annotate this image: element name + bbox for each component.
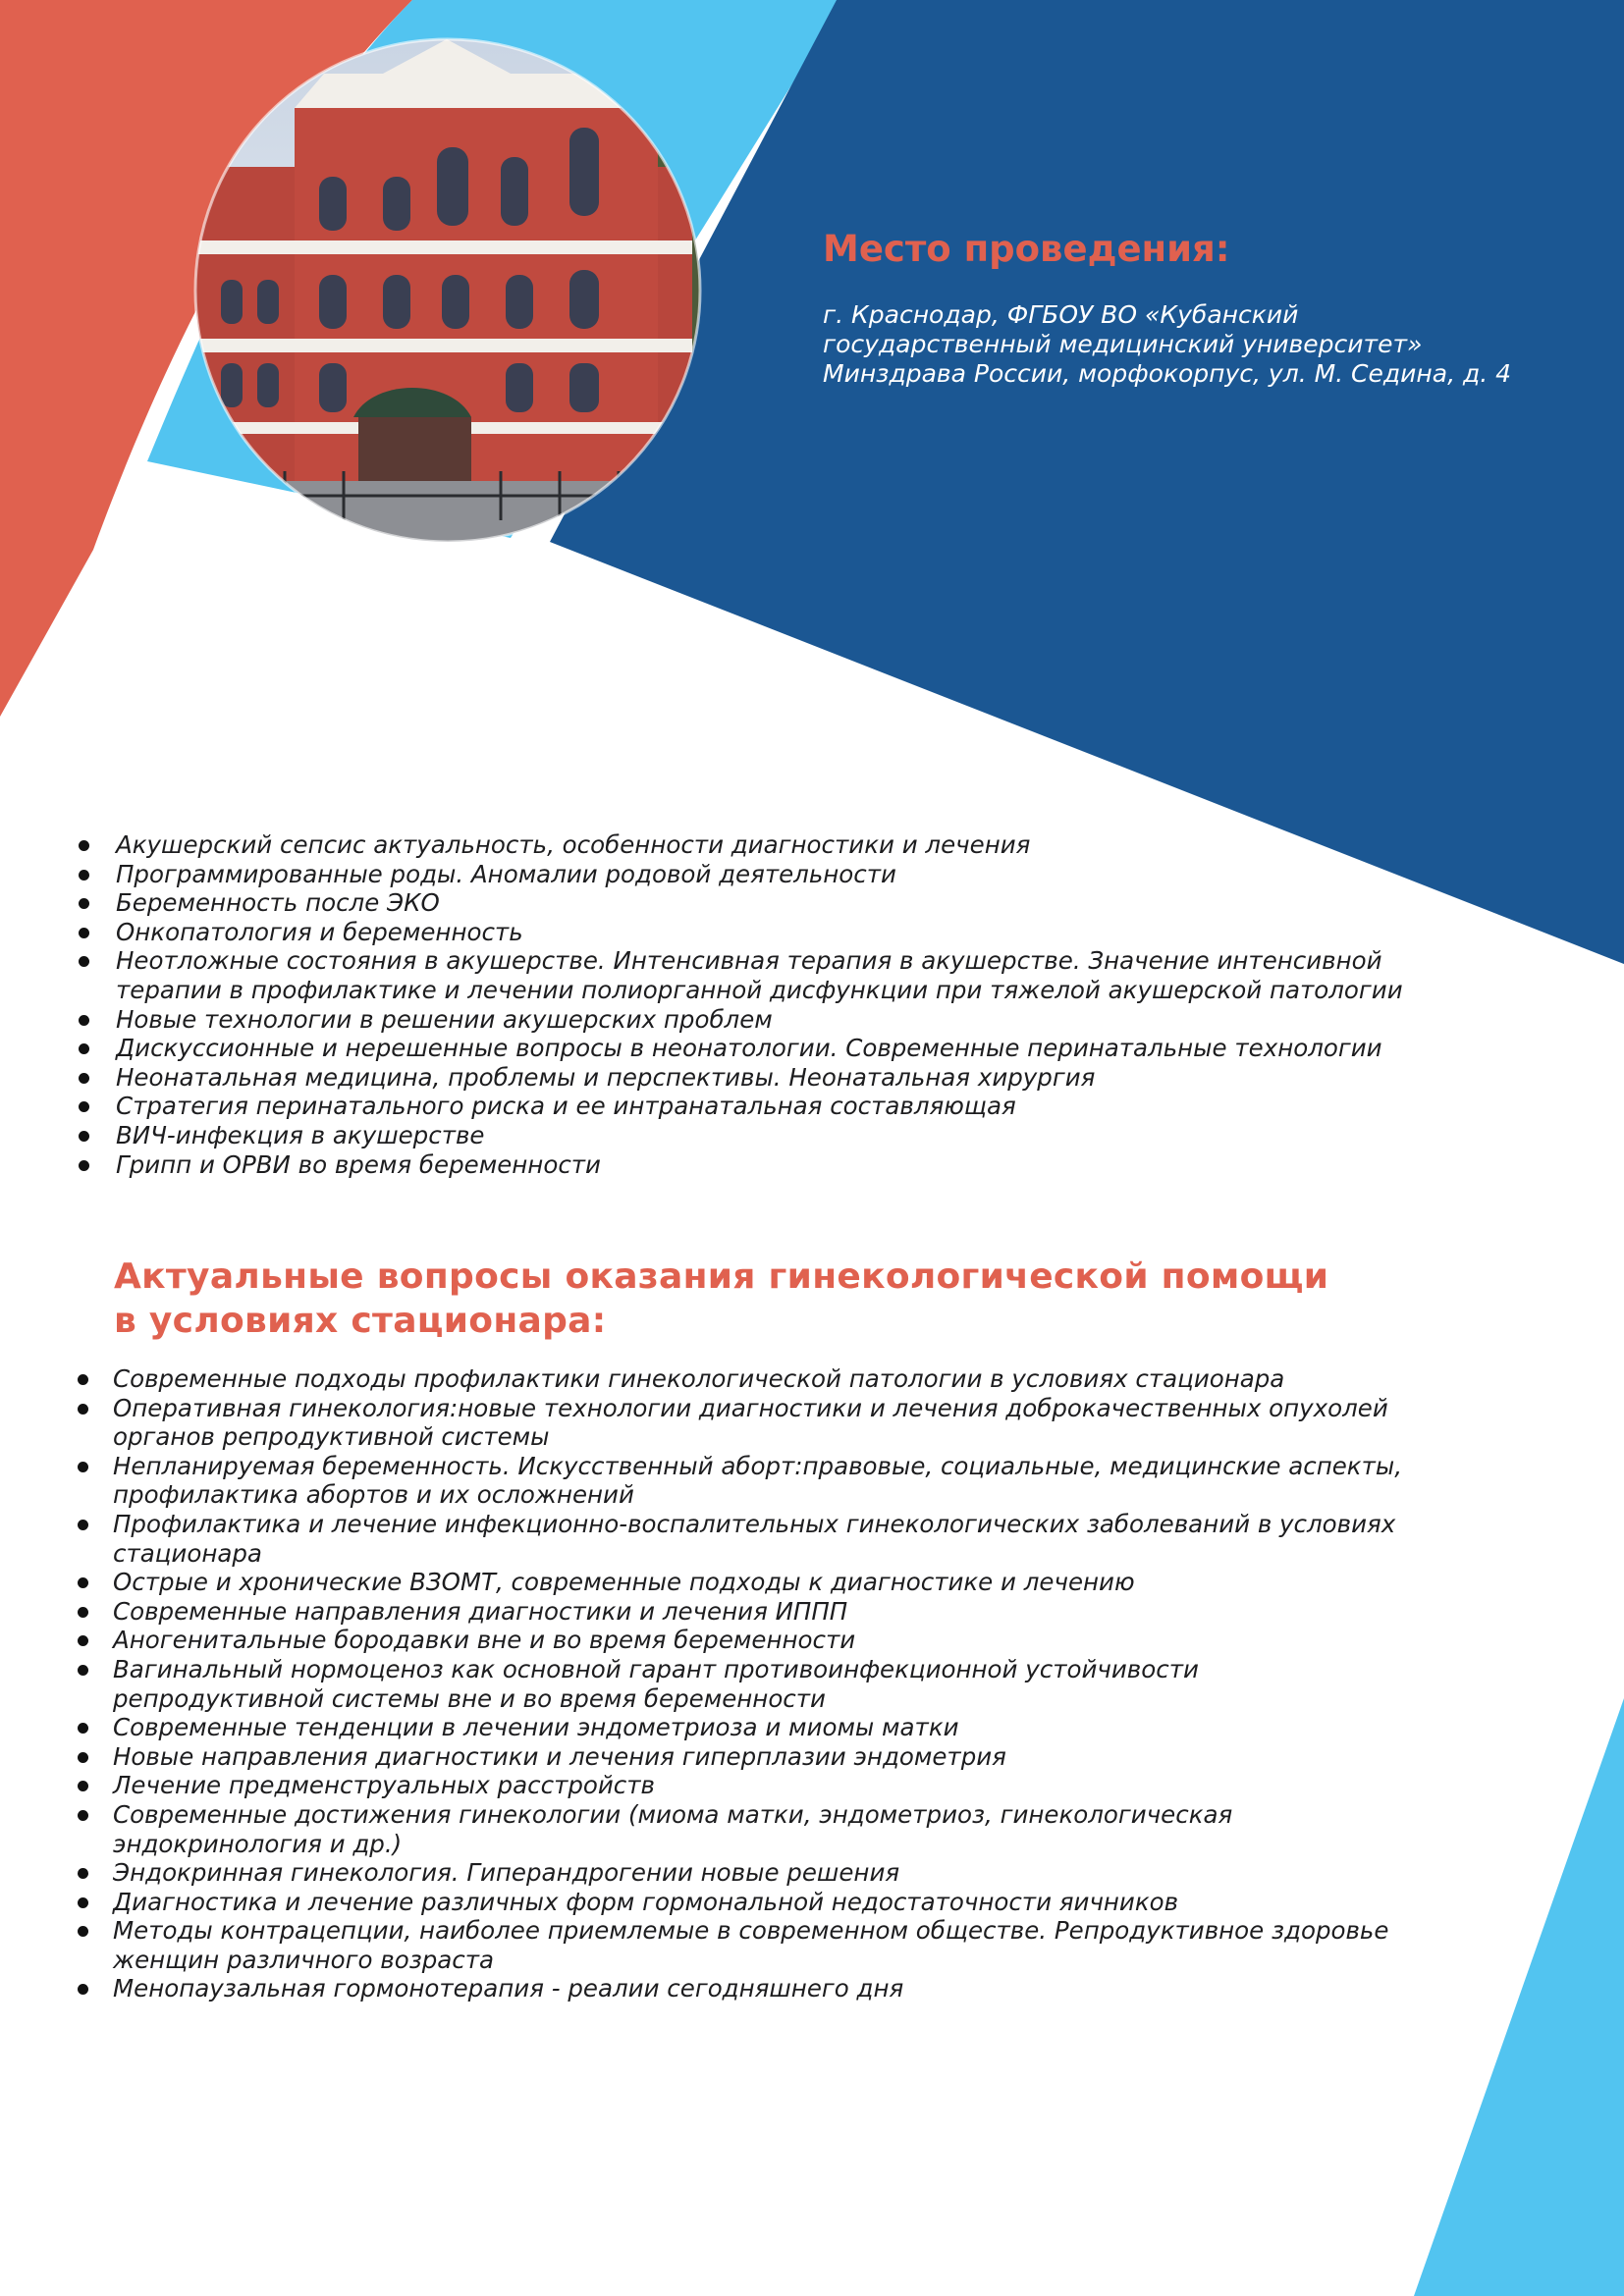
venue-block bbox=[823, 228, 1589, 389]
list-item bbox=[113, 1626, 1468, 1655]
list-item-text: Дискуссионные и нерешенные вопросы в неонатологии. Современные перинатальные технологии bbox=[116, 1034, 1382, 1063]
list-item-text: женщин различного возраста bbox=[113, 1945, 495, 1974]
list-item-text: Грипп и ОРВИ во время беременности bbox=[116, 1149, 601, 1179]
list-item-text: Неонатальная медицина, проблемы и перспективы. Неонатальная хирургия bbox=[116, 1062, 1096, 1092]
venue-address-line: Минздрава России, морфокорпус, ул. М. Седина, д. 4 bbox=[823, 359, 1512, 389]
list-item-text: Эндокринная гинекология. Гиперандрогении новые решения bbox=[113, 1858, 900, 1888]
list-item bbox=[116, 1005, 1451, 1035]
venue-heading: Место проведения: bbox=[823, 228, 1230, 270]
list-item-text: Беременность после ЭКО bbox=[116, 888, 440, 918]
list-item bbox=[113, 1597, 1468, 1627]
venue-address-line: г. Краснодар, ФГБОУ ВО «Кубанский bbox=[823, 300, 1299, 330]
list-item-text: профилактика абортов и их осложнений bbox=[113, 1480, 634, 1510]
list-item-text: Острые и хронические ВЗОМТ, современные подходы к диагностике и лечению bbox=[113, 1568, 1135, 1597]
list-item bbox=[113, 1771, 1468, 1800]
list-item bbox=[116, 1034, 1451, 1063]
list-item bbox=[116, 1063, 1451, 1093]
obstetrics-topics-list bbox=[116, 830, 1451, 1179]
list-item-text: репродуктивной системы вне и во время беременности bbox=[113, 1683, 826, 1713]
list-item-text: Оперативная гинекология:новые технологии диагностики и лечения доброкачественных опухолей bbox=[113, 1393, 1388, 1422]
list-item bbox=[113, 1888, 1468, 1917]
list-item-text: ВИЧ-инфекция в акушерстве bbox=[116, 1120, 485, 1149]
list-item-text: Новые направления диагностики и лечения гиперплазии эндометрия bbox=[113, 1741, 1006, 1771]
list-item-text: Профилактика и лечение инфекционно-воспалительных гинекологических заболеваний в условиях bbox=[113, 1509, 1396, 1538]
list-item bbox=[116, 1121, 1451, 1150]
list-item bbox=[116, 830, 1451, 860]
list-item-text: эндокринология и др.) bbox=[113, 1829, 403, 1858]
list-item-text: Менопаузальная гормонотерапия - реалии сегодняшнего дня bbox=[113, 1974, 904, 2003]
list-item bbox=[116, 946, 1451, 1004]
list-item-text: Современные достижения гинекологии (миома матки, эндометриоз, гинекологическая bbox=[113, 1799, 1233, 1829]
list-item bbox=[116, 1150, 1451, 1180]
list-item bbox=[113, 1364, 1468, 1394]
list-item bbox=[113, 1713, 1468, 1742]
list-item-text: Современные направления диагностики и лечения ИППП bbox=[113, 1596, 848, 1626]
list-item bbox=[113, 1394, 1468, 1452]
list-item-text: Акушерский сепсис актуальность, особенности диагностики и лечения bbox=[116, 830, 1031, 859]
section-title-gynecology bbox=[114, 1255, 1390, 1343]
list-item bbox=[113, 1916, 1468, 1974]
list-item bbox=[113, 1452, 1468, 1510]
list-item-text: терапии в профилактике и лечении полиорганной дисфункции при тяжелой акушерской патологии bbox=[116, 975, 1403, 1004]
list-item-text: Программированные роды. Аномалии родовой деятельности bbox=[116, 859, 896, 888]
list-item bbox=[116, 918, 1451, 947]
list-item-text: Онкопатология и беременность bbox=[116, 917, 523, 946]
list-item bbox=[113, 1510, 1468, 1568]
list-item bbox=[113, 1568, 1468, 1597]
section-title-line: Актуальные вопросы оказания гинекологической помощи bbox=[114, 1256, 1329, 1297]
list-item bbox=[116, 1092, 1451, 1121]
list-item bbox=[113, 1800, 1468, 1858]
gynecology-topics-list bbox=[113, 1364, 1468, 2003]
section-title-line: в условиях стационара: bbox=[114, 1301, 607, 1341]
list-item bbox=[113, 1974, 1468, 2003]
list-item-text: органов репродуктивной системы bbox=[113, 1422, 550, 1452]
list-item-text: Новые технологии в решении акушерских проблем bbox=[116, 1004, 773, 1034]
list-item-text: Современные тенденции в лечении эндометриоза и миомы матки bbox=[113, 1713, 959, 1742]
list-item-text: Непланируемая беременность. Искусственный аборт:правовые, социальные, медицинские аспекты, bbox=[113, 1451, 1403, 1480]
list-item-text: Неотложные состояния в акушерстве. Интенсивная терапия в акушерстве. Значение интенсивной bbox=[116, 946, 1382, 976]
list-item-text: Методы контрацепции, наиболее приемлемые в современном обществе. Репродуктивное здоровье bbox=[113, 1916, 1389, 1946]
list-item-text: Вагинальный нормоценоз как основной гарант противоинфекционной устойчивости bbox=[113, 1654, 1199, 1683]
list-item bbox=[116, 860, 1451, 889]
list-item bbox=[113, 1858, 1468, 1888]
list-item-text: Лечение предменструальных расстройств bbox=[113, 1771, 655, 1800]
list-item-text: Диагностика и лечение различных форм гормональной недостаточности яичников bbox=[113, 1887, 1179, 1916]
list-item-text: Стратегия перинатального риска и ее интранатальная составляющая bbox=[116, 1092, 1016, 1121]
list-item-text: Аногенитальные бородавки вне и во время беременности bbox=[113, 1626, 856, 1655]
list-item bbox=[113, 1655, 1468, 1713]
list-item bbox=[116, 888, 1451, 918]
list-item-text: Современные подходы профилактики гинекологической патологии в условиях стационара bbox=[113, 1364, 1285, 1393]
list-item-text: стационара bbox=[113, 1538, 262, 1568]
list-item bbox=[113, 1742, 1468, 1772]
venue-address-line: государственный медицинский университет» bbox=[823, 330, 1423, 359]
